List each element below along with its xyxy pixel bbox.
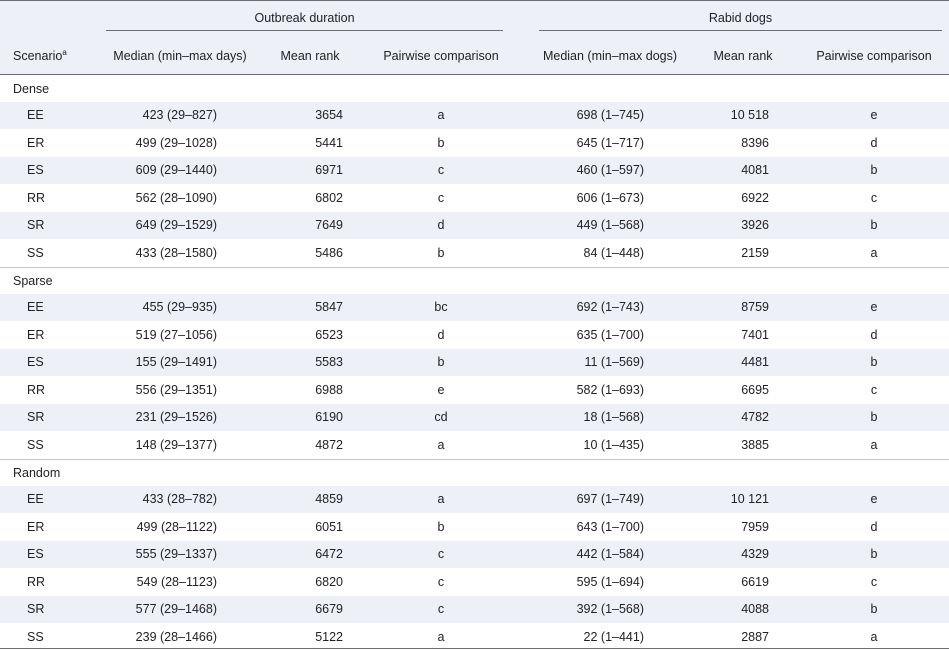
- column-header-pairwise-dogs: Pairwise comparison: [816, 49, 932, 63]
- cell-mean-rank-dogs: 4081: [741, 163, 769, 177]
- cell-pairwise-dogs: e: [870, 492, 878, 506]
- cell-pairwise-duration: bc: [434, 300, 448, 314]
- cell-scenario: RR: [27, 190, 46, 205]
- cell-scenario: RR: [27, 574, 46, 589]
- cell-pairwise-dogs: c: [870, 574, 878, 589]
- cell-scenario: SS: [27, 437, 44, 452]
- table-row: [0, 185, 949, 212]
- cell-mean-rank-duration: 6971: [315, 163, 343, 177]
- group-label: Dense: [13, 82, 50, 96]
- cell-mean-rank-duration: 6820: [315, 574, 343, 589]
- scenario-label: Scenario: [13, 49, 63, 63]
- cell-pairwise-duration: b: [437, 355, 445, 369]
- cell-median-days: 231 (29–1526): [135, 410, 217, 424]
- cell-pairwise-duration: c: [437, 163, 445, 177]
- group-header-rabid-dogs: Rabid dogs: [708, 11, 773, 25]
- cell-pairwise-dogs: d: [870, 135, 878, 150]
- cell-median-days: 433 (28–1580): [135, 245, 217, 260]
- cell-scenario: ER: [27, 135, 45, 150]
- group-underline-outbreak-duration: [106, 30, 503, 31]
- cell-median-dogs: 18 (1–568): [583, 410, 644, 424]
- cell-median-days: 555 (29–1337): [135, 547, 217, 561]
- cell-pairwise-duration: d: [437, 218, 445, 232]
- table-row: [0, 212, 949, 239]
- cell-mean-rank-duration: 6802: [315, 190, 343, 205]
- cell-pairwise-dogs: c: [870, 382, 878, 397]
- cell-median-days: 148 (29–1377): [135, 437, 217, 452]
- cell-scenario: ER: [27, 327, 45, 342]
- cell-median-days: 549 (28–1123): [136, 574, 217, 589]
- cell-mean-rank-duration: 4859: [315, 492, 343, 506]
- cell-pairwise-dogs: a: [870, 437, 878, 452]
- cell-median-dogs: 692 (1–743): [576, 300, 644, 314]
- group-label: Random: [13, 466, 61, 480]
- cell-scenario: SS: [27, 245, 44, 260]
- cell-pairwise-duration: c: [437, 190, 445, 205]
- cell-mean-rank-duration: 4872: [315, 437, 343, 452]
- table-row: [0, 240, 949, 267]
- cell-mean-rank-duration: 6190: [315, 410, 343, 424]
- cell-median-days: 239 (28–1466): [135, 629, 217, 644]
- cell-median-dogs: 595 (1–694): [576, 574, 644, 589]
- cell-median-dogs: 643 (1–700): [576, 519, 644, 534]
- cell-median-days: 577 (29–1468): [135, 602, 217, 616]
- cell-scenario: RR: [27, 382, 46, 397]
- column-header-mean-rank-duration: Mean rank: [280, 49, 340, 63]
- cell-mean-rank-dogs: 2887: [741, 629, 769, 644]
- table-row: [0, 294, 949, 321]
- cell-mean-rank-dogs: 4481: [741, 355, 769, 369]
- cell-mean-rank-dogs: 7401: [741, 327, 769, 342]
- cell-mean-rank-dogs: 6922: [741, 190, 769, 205]
- table-row: [0, 404, 949, 431]
- cell-pairwise-duration: b: [437, 519, 445, 534]
- scenario-footnote-marker: a: [62, 47, 67, 57]
- cell-median-dogs: 697 (1–749): [576, 492, 644, 506]
- cell-median-days: 609 (29–1440): [135, 163, 217, 177]
- cell-mean-rank-duration: 6051: [315, 519, 343, 534]
- cell-pairwise-duration: a: [437, 437, 445, 452]
- table-row: [0, 130, 949, 157]
- cell-median-days: 556 (29–1351): [135, 382, 217, 397]
- cell-mean-rank-dogs: 10 121: [730, 492, 769, 506]
- cell-median-dogs: 645 (1–717): [576, 135, 644, 150]
- cell-pairwise-duration: a: [437, 108, 445, 122]
- cell-pairwise-dogs: e: [870, 300, 878, 314]
- cell-pairwise-duration: b: [437, 245, 445, 260]
- column-header-mean-rank-dogs: Mean rank: [713, 49, 773, 63]
- table-row: [0, 624, 949, 651]
- table-row: [0, 432, 949, 459]
- cell-median-days: 423 (29–827): [142, 108, 217, 122]
- cell-scenario: ES: [27, 355, 44, 369]
- cell-median-dogs: 582 (1–693): [576, 382, 644, 397]
- cell-mean-rank-dogs: 4329: [741, 547, 769, 561]
- cell-mean-rank-dogs: 6695: [741, 382, 769, 397]
- cell-pairwise-duration: c: [437, 574, 445, 589]
- cell-pairwise-duration: a: [437, 629, 445, 644]
- cell-mean-rank-dogs: 3885: [741, 437, 769, 452]
- cell-pairwise-duration: c: [437, 602, 445, 616]
- cell-pairwise-dogs: a: [870, 245, 878, 260]
- cell-median-dogs: 442 (1–584): [576, 547, 644, 561]
- group-row: [0, 267, 949, 294]
- cell-mean-rank-dogs: 8759: [741, 300, 769, 314]
- cell-mean-rank-duration: 6988: [315, 382, 343, 397]
- cell-mean-rank-duration: 7649: [315, 218, 343, 232]
- cell-scenario: EE: [27, 108, 44, 122]
- cell-median-dogs: 698 (1–745): [576, 108, 644, 122]
- table-row: [0, 157, 949, 184]
- table-top-rule: [0, 0, 949, 1]
- cell-scenario: EE: [27, 492, 44, 506]
- cell-median-days: 455 (29–935): [142, 300, 217, 314]
- cell-mean-rank-dogs: 6619: [741, 574, 769, 589]
- cell-scenario: ES: [27, 547, 44, 561]
- cell-mean-rank-duration: 6523: [315, 327, 343, 342]
- cell-median-dogs: 606 (1–673): [576, 190, 644, 205]
- cell-mean-rank-duration: 5486: [315, 245, 343, 260]
- cell-median-days: 433 (28–782): [142, 492, 217, 506]
- cell-scenario: SS: [27, 629, 44, 644]
- cell-pairwise-duration: c: [437, 547, 445, 561]
- table-row: [0, 377, 949, 404]
- cell-median-dogs: 392 (1–568): [576, 602, 644, 616]
- cell-mean-rank-dogs: 7959: [741, 519, 769, 534]
- cell-mean-rank-dogs: 3926: [741, 218, 769, 232]
- cell-scenario: SR: [27, 218, 45, 232]
- cell-median-days: 649 (29–1529): [135, 218, 217, 232]
- cell-pairwise-dogs: e: [870, 108, 878, 122]
- cell-mean-rank-dogs: 4088: [741, 602, 769, 616]
- cell-median-days: 499 (29–1028): [135, 135, 217, 150]
- cell-mean-rank-dogs: 4782: [741, 410, 769, 424]
- table-row: [0, 569, 949, 596]
- cell-mean-rank-dogs: 2159: [741, 245, 769, 260]
- cell-pairwise-dogs: b: [870, 218, 878, 232]
- cell-median-days: 519 (27–1056): [135, 327, 217, 342]
- column-header-median-dogs: Median (min–max dogs): [542, 49, 678, 63]
- cell-pairwise-dogs: a: [870, 629, 878, 644]
- cell-pairwise-dogs: d: [870, 327, 878, 342]
- group-row: [0, 75, 949, 102]
- column-header-median-days: Median (min–max days): [113, 49, 247, 63]
- column-header-pairwise-duration: Pairwise comparison: [383, 49, 499, 63]
- cell-pairwise-dogs: b: [870, 410, 878, 424]
- cell-pairwise-dogs: b: [870, 547, 878, 561]
- cell-scenario: ER: [27, 519, 45, 534]
- cell-mean-rank-dogs: 10 518: [730, 108, 769, 122]
- table-row: [0, 486, 949, 513]
- group-underline-rabid-dogs: [539, 30, 942, 31]
- table-row: [0, 541, 949, 568]
- cell-pairwise-duration: d: [437, 327, 445, 342]
- cell-scenario: SR: [27, 410, 45, 424]
- cell-scenario: ES: [27, 163, 44, 177]
- cell-pairwise-duration: b: [437, 135, 445, 150]
- cell-mean-rank-duration: 5122: [315, 629, 343, 644]
- cell-mean-rank-dogs: 8396: [741, 135, 769, 150]
- cell-scenario: EE: [27, 300, 44, 314]
- table-row: [0, 596, 949, 623]
- cell-pairwise-duration: a: [437, 492, 445, 506]
- cell-mean-rank-duration: 5847: [315, 300, 343, 314]
- cell-median-dogs: 449 (1–568): [576, 218, 644, 232]
- cell-mean-rank-duration: 6472: [315, 547, 343, 561]
- cell-median-days: 499 (28–1122): [136, 519, 217, 534]
- cell-median-dogs: 11 (1–569): [584, 355, 644, 369]
- cell-mean-rank-duration: 6679: [315, 602, 343, 616]
- cell-mean-rank-duration: 5441: [315, 135, 343, 150]
- group-row: [0, 459, 949, 486]
- cell-median-dogs: 635 (1–700): [576, 327, 644, 342]
- cell-pairwise-dogs: b: [870, 163, 878, 177]
- cell-median-days: 155 (29–1491): [135, 355, 217, 369]
- table-row: [0, 349, 949, 376]
- cell-median-dogs: 10 (1–435): [583, 437, 644, 452]
- cell-pairwise-dogs: b: [870, 602, 878, 616]
- table-row: [0, 514, 949, 541]
- cell-pairwise-dogs: c: [870, 190, 878, 205]
- table-row: [0, 322, 949, 349]
- cell-pairwise-dogs: b: [870, 355, 878, 369]
- cell-mean-rank-duration: 5583: [315, 355, 343, 369]
- group-label: Sparse: [13, 274, 53, 288]
- cell-median-days: 562 (28–1090): [135, 190, 217, 205]
- cell-pairwise-duration: cd: [434, 410, 448, 424]
- table-row: [0, 102, 949, 129]
- cell-scenario: SR: [27, 602, 45, 616]
- cell-pairwise-duration: e: [437, 382, 445, 397]
- cell-median-dogs: 84 (1–448): [583, 245, 644, 260]
- cell-pairwise-dogs: d: [870, 519, 878, 534]
- cell-mean-rank-duration: 3654: [315, 108, 343, 122]
- cell-median-dogs: 460 (1–597): [576, 163, 644, 177]
- cell-median-dogs: 22 (1–441): [583, 629, 644, 644]
- column-header-scenario: [13, 48, 67, 64]
- group-header-outbreak-duration: Outbreak duration: [254, 11, 355, 25]
